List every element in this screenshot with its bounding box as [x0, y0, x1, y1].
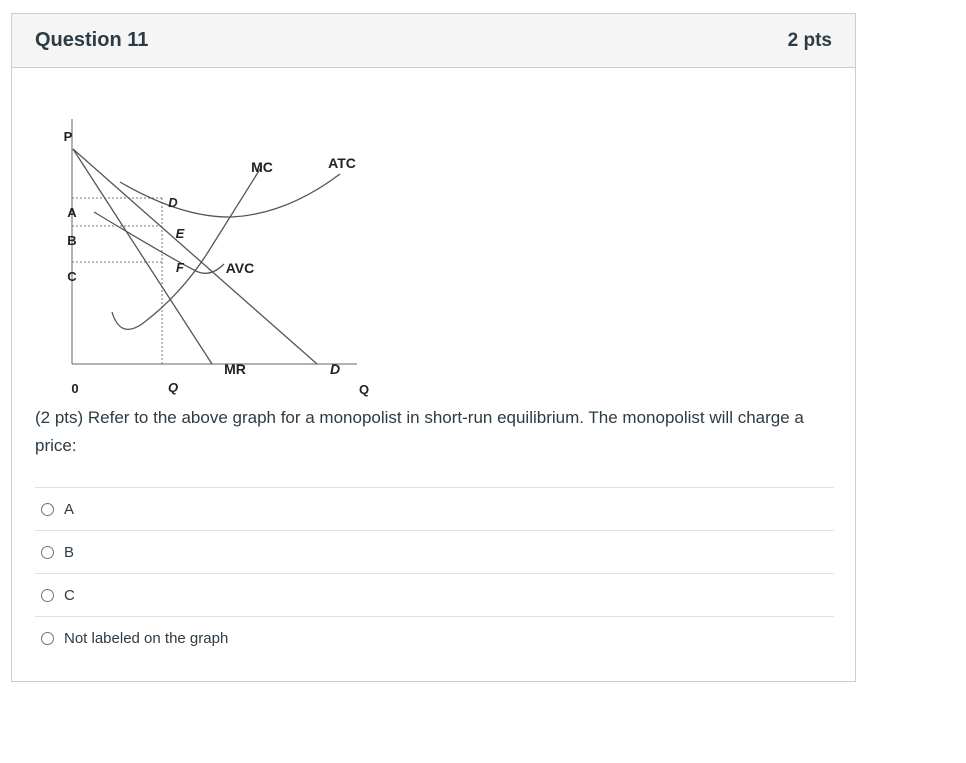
- answer-label: Not labeled on the graph: [64, 629, 229, 647]
- answer-option-not-labeled[interactable]: [35, 616, 834, 659]
- point-label-d: D: [168, 195, 178, 210]
- origin-label: 0: [71, 381, 79, 396]
- question-card: [11, 13, 856, 682]
- answer-option-c[interactable]: [35, 573, 834, 616]
- answer-label: A: [64, 500, 75, 518]
- question-header: [12, 14, 855, 68]
- question-prompt: (2 pts) Refer to the above graph for a monopolist in short-run equilibrium. The monopolist will charge a price:: [35, 408, 804, 455]
- mc-label: MC: [251, 159, 273, 175]
- mr-label: MR: [224, 361, 246, 377]
- price-label-b: B: [67, 233, 77, 248]
- radio-button[interactable]: [41, 503, 54, 516]
- answer-option-b[interactable]: [35, 530, 834, 573]
- price-label-a: A: [67, 205, 77, 220]
- monopoly-graph: [52, 114, 382, 399]
- atc-curve: [120, 174, 340, 217]
- answer-option-a[interactable]: [35, 487, 834, 530]
- mr-curve: [73, 149, 212, 364]
- demand-label: D: [329, 361, 341, 377]
- radio-button[interactable]: [41, 589, 54, 602]
- quantity-label-q: Q: [167, 380, 179, 395]
- point-label-f: F: [176, 260, 184, 275]
- answer-list: [35, 487, 834, 659]
- atc-label: ATC: [328, 155, 356, 171]
- question-title: Question 11: [35, 29, 149, 51]
- point-label-e: E: [175, 226, 185, 241]
- answer-label: C: [64, 586, 75, 604]
- question-points: 2 pts: [787, 30, 832, 51]
- answer-label: B: [64, 543, 75, 561]
- avc-label: AVC: [225, 260, 255, 276]
- y-axis-label: P: [63, 129, 73, 144]
- radio-button[interactable]: [41, 632, 54, 645]
- radio-button[interactable]: [41, 546, 54, 559]
- x-axis-label: Q: [358, 382, 370, 397]
- price-label-c: C: [67, 269, 77, 284]
- demand-curve: [73, 149, 317, 364]
